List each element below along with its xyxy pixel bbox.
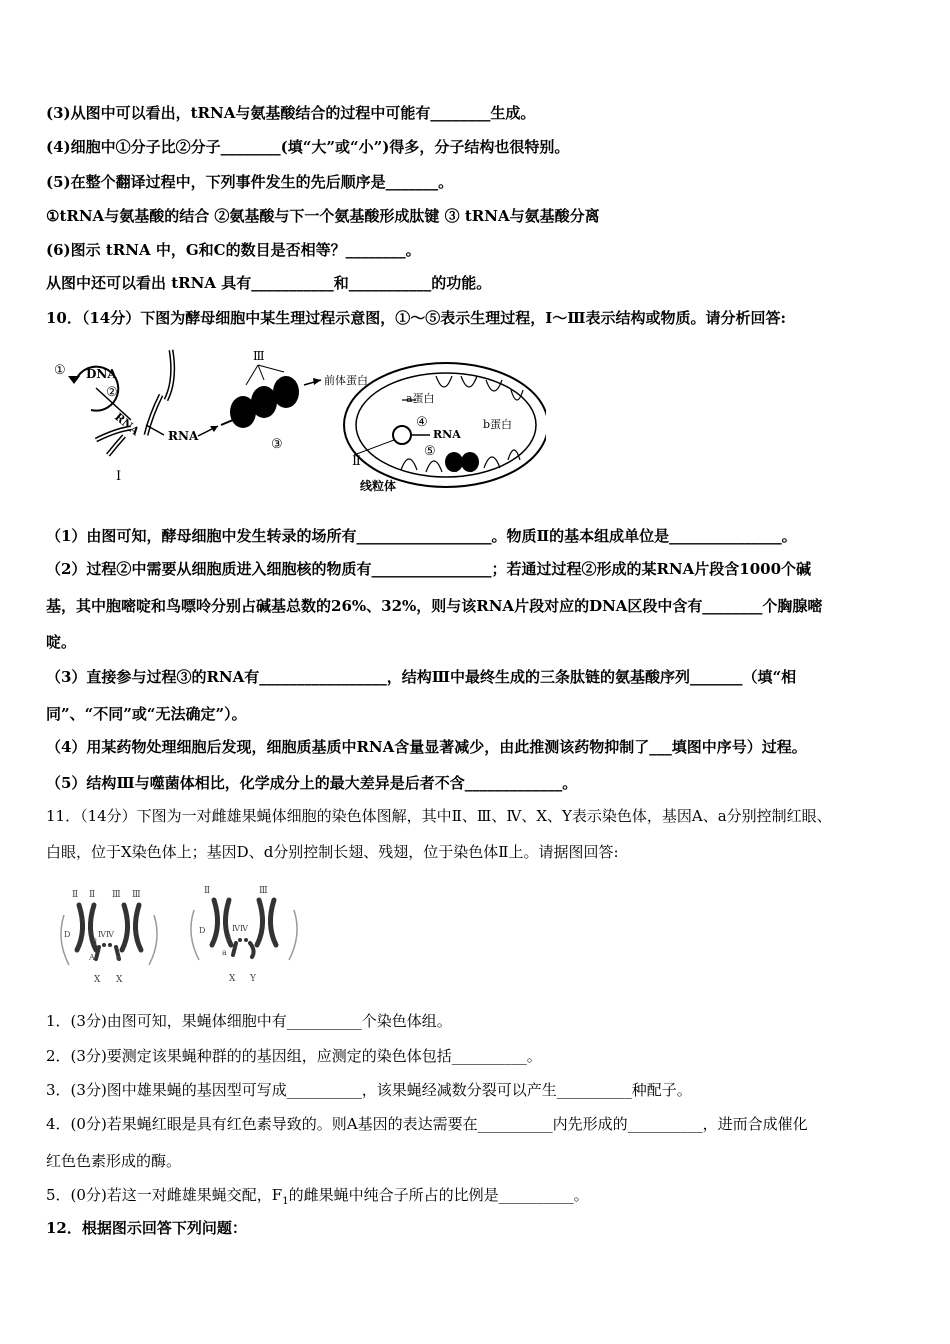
a-protein-label: a蛋白 (406, 392, 435, 405)
q10-sub-4: （4）用某药物处理细胞后发现，细胞质基质中RNA含量显著减少，由此推测该药物抑制了___填图中序号）过程。 (46, 738, 807, 756)
q10-sub-5: （5）结构Ⅲ与噬菌体相比，化学成分上的最大差异是后者不含_____________。 (46, 774, 578, 792)
process-5-label: ⑤ (424, 444, 436, 459)
mito-ribosome (461, 452, 479, 472)
mito-dna (393, 426, 411, 444)
structure-3-label: Ⅲ (253, 349, 265, 363)
process-3-label: ③ (271, 437, 283, 452)
dna-label: DNA (86, 367, 117, 381)
svg-text:D: D (199, 926, 206, 935)
q11-sub-4b: 红色色素形成的酶。 (46, 1152, 182, 1170)
question-4: (4)细胞中①分子比②分子________(填“大”或“小”)得多，分子结构也很特别。 (46, 138, 570, 156)
svg-text:d: d (92, 938, 98, 947)
q11-sub-5: 5．(0分)若这一对雌雄果蝇交配，$F_1$的雌果蝇中纯合子所占的比例是__________。 (46, 1186, 589, 1207)
q11-stem-b: 白眼，位于X染色体上；基因D、d分别控制长翅、残翅，位于染色体Ⅱ上。请据图回答: (46, 843, 619, 861)
q11-sub-3: 3．(3分)图中雄果蝇的基因型可写成__________，该果蝇经减数分裂可以产生__________种配子。 (46, 1081, 692, 1099)
svg-text:d: d (226, 934, 232, 943)
svg-text:a: a (222, 948, 227, 957)
svg-text:A: A (89, 953, 95, 962)
question-6b: 从图中还可以看出 tRNA 具有___________和___________的功能。 (46, 274, 492, 292)
svg-text:D: D (64, 930, 71, 939)
svg-text:Ⅲ: Ⅲ (132, 890, 141, 900)
rna-diagonal-label: RNA (112, 410, 142, 439)
structure-1-label: I (116, 469, 122, 484)
q12-stem: 12．根据图示回答下列问题： (46, 1219, 247, 1237)
q11-karyotype-figure (54, 885, 314, 990)
svg-text:X: X (229, 974, 236, 984)
q11-sub-1: 1．(3分)由图可知，果蝇体细胞中有__________个染色体组。 (46, 1012, 452, 1030)
question-3: (3)从图中可以看出，tRNA与氨基酸结合的过程中可能有________生成。 (46, 104, 536, 122)
process-4-label: ④ (416, 415, 428, 430)
svg-text:ⅣⅣ: ⅣⅣ (232, 924, 248, 933)
q10-sub-2c: 啶。 (46, 633, 77, 651)
q10-sub-1: （1）由图可知，酵母细胞中发生转录的场所有__________________。物质Ⅱ的基本组成单位是_______________。 (46, 527, 797, 545)
question-5: (5)在整个翻译过程中，下列事件发生的先后顺序是_______。 (46, 173, 454, 191)
process-2-label: ② (106, 385, 118, 400)
svg-text:ⅣⅣ: ⅣⅣ (98, 930, 114, 939)
mitochondrion-label: 线粒体 (360, 479, 397, 493)
q11-stem-a: 11．（14分）下图为一对雌雄果蝇体细胞的染色体图解，其中Ⅱ、Ⅲ、Ⅳ、X、Y表示染色体，基因A、a分别控制红眼、 (46, 807, 832, 825)
ribosome (273, 376, 299, 408)
male-karyotype (191, 886, 297, 984)
question-6: (6)图示 tRNA 中，G和C的数目是否相等？________。 (46, 241, 421, 259)
svg-text:Ⅱ: Ⅱ (204, 886, 211, 896)
process-1-label: ① (54, 363, 66, 378)
q10-sub-3a: （3）直接参与过程③的RNA有_________________，结构Ⅲ中最终生成的三条肽链的氨基酸序列_______（填“相 (46, 668, 797, 686)
svg-text:X: X (116, 975, 123, 985)
q10-diagram (46, 340, 546, 500)
q10-stem: 10．（14分）下图为酵母细胞中某生理过程示意图，①～⑤表示生理过程，Ⅰ～Ⅲ表示结构或物质。请分析回答: (46, 309, 787, 327)
q10-sub-3b: 同”、“不同”或“无法确定”）。 (46, 705, 247, 723)
mito-rna-label: RNA (433, 428, 461, 441)
svg-text:X: X (94, 975, 101, 985)
structure-2-label: Ⅱ (352, 454, 361, 469)
svg-text:a: a (116, 953, 121, 962)
q10-sub-2b: 基，其中胞嘧啶和鸟嘌呤分别占碱基总数的26%、32%，则与该RNA片段对应的DNA区段中含有________个胸腺嘧 (46, 597, 823, 615)
question-5-options: ①tRNA与氨基酸的结合 ②氨基酸与下一个氨基酸形成肽键 ③ tRNA与氨基酸分离 (46, 207, 600, 225)
q11-sub-4a: 4．(0分)若果蝇红眼是具有红色素导致的。则A基因的表达需要在__________内先形成的__________，进而合成催化 (46, 1115, 808, 1133)
q10-sub-2a: （2）过程②中需要从细胞质进入细胞核的物质有________________；若通过过程②形成的某RNA片段含1000个碱 (46, 560, 812, 578)
q11-sub-2: 2．(3分)要测定该果蝇种群的的基因组，应测定的染色体包括__________。 (46, 1047, 542, 1065)
precursor-protein-label: 前体蛋白 (324, 374, 368, 387)
female-karyotype (61, 890, 157, 985)
rna-middle-label: RNA (168, 429, 199, 443)
svg-text:Ⅲ: Ⅲ (112, 890, 121, 900)
svg-text:Y: Y (250, 974, 256, 984)
mito-ribosome (445, 452, 463, 472)
svg-text:Ⅱ: Ⅱ (72, 890, 79, 900)
mitochondrion-outer (344, 363, 546, 487)
svg-text:Ⅱ: Ⅱ (89, 890, 96, 900)
b-protein-label: b蛋白 (483, 418, 513, 431)
svg-text:Ⅲ: Ⅲ (259, 886, 268, 896)
